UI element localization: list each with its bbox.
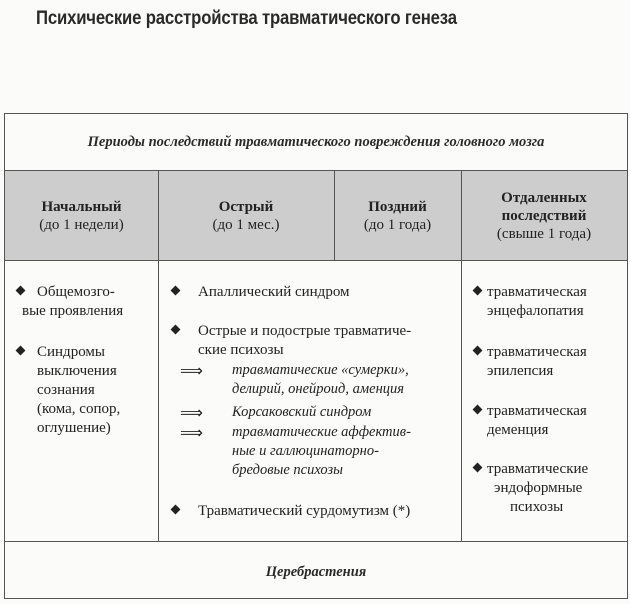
remote-item [474,402,587,440]
item-line: Общемозго- [37,284,115,300]
footer-cerebrasthenia: Церебрастения [5,541,627,597]
item-line: Апаллический синдром [198,284,350,300]
item-line: ские психозы [198,342,284,358]
item-line: травматические «сумерки», [232,362,409,378]
item-line: делирий, онейроид, аменция [232,381,404,397]
column-divider [334,171,335,261]
column-divider [158,171,159,261]
column-range: (свыше 1 года) [496,225,592,242]
periods-header: Периоды последствий травматического повреждения головного мозга [5,114,627,171]
remote-item [474,283,587,321]
item-line: психозы [510,499,564,515]
column-range: (до 1 недели) [39,216,124,233]
item-line: травматическая [487,284,587,300]
table-body [5,261,627,541]
column-range: (до 1 мес.) [212,216,280,233]
column-title: Начальный [41,198,122,215]
item-line: травматическая [487,344,587,360]
column-header-row [5,171,627,261]
item-line: оглушение) [37,420,111,436]
page-title: Психические расстройства травматического генеза [36,8,457,29]
item-line: Травматический сурдомутизм (*) [198,503,411,519]
psychosis-subitem [180,361,409,399]
item-line: эндоформные [494,480,583,496]
item-line: бредовые психозы [232,462,343,478]
item-line: выключения [37,363,117,379]
psychosis-subitem [180,403,372,422]
item-line: эпилепсия [487,363,554,379]
item-line: Корсаковский синдром [232,404,372,420]
column-header-remote [461,171,627,260]
psychosis-subitem [180,423,411,480]
item-line: (кома, сопор, [37,401,121,417]
item-line: травматические [487,461,589,477]
remote-item [474,343,587,381]
item-line: сознания [37,382,95,398]
column-divider [158,261,159,541]
column-title: Поздний [368,198,427,215]
item-line: травматические аффектив- [232,424,411,440]
double-arrow-right-icon: ⟹ [180,403,202,422]
column-divider [461,171,462,261]
item-line: деменция [487,422,549,438]
initial-item [17,283,123,321]
column-divider [461,261,462,541]
item-line: ные и галлюцинаторно- [232,443,379,459]
double-arrow-right-icon: ⟹ [180,361,202,380]
item-line: энцефалопатия [487,303,584,319]
item-line: травматическая [487,403,587,419]
column-header-acute [158,171,334,260]
initial-item [17,343,120,438]
column-title: Острый [218,198,274,215]
acute-item [172,502,410,521]
remote-item [474,460,588,517]
acute-item [172,283,350,302]
column-header-initial [5,171,158,260]
item-line: Острые и подострые травматиче- [198,323,412,339]
item-line: вые проявления [22,303,124,319]
column-header-late [334,171,461,260]
column-title: Отдаленных [501,189,587,206]
acute-item [172,322,411,360]
item-line: Синдромы [37,344,105,360]
periods-table [4,113,628,599]
column-title: последствий [501,207,587,224]
double-arrow-right-icon: ⟹ [180,423,202,442]
column-range: (до 1 года) [363,216,432,233]
